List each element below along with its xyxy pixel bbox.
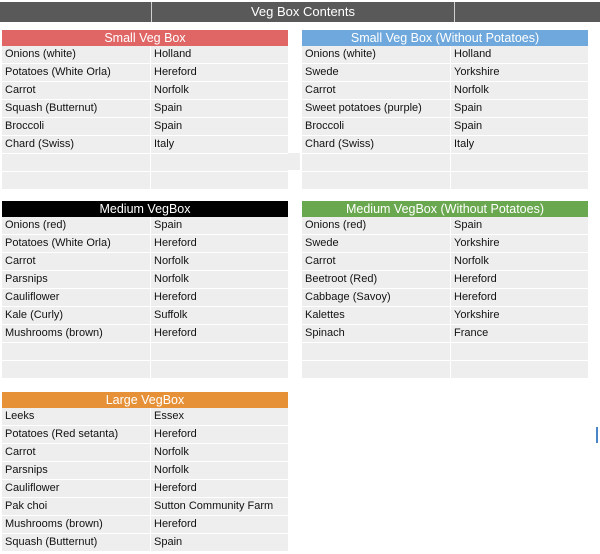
item-name-cell[interactable]: Potatoes (White Orla) [2,64,151,81]
item-origin-cell[interactable] [151,154,288,171]
medium-veg-box-no-potatoes-header[interactable]: Medium VegBox (Without Potatoes) [302,201,588,217]
table-row [2,46,288,64]
table-row [302,154,588,172]
table-row [2,444,288,462]
table-row [2,118,288,136]
item-name-cell[interactable] [2,172,151,189]
table-row [2,64,288,82]
item-name-cell[interactable] [2,361,151,378]
table-row [2,516,288,534]
table-row [302,100,588,118]
item-name-cell[interactable]: Potatoes (Red setanta) [2,426,151,443]
item-origin-cell[interactable]: Spain [451,217,588,234]
item-origin-cell[interactable] [151,172,288,189]
item-name-cell[interactable]: Spinach [302,325,451,342]
item-origin-cell[interactable] [151,361,288,378]
table-row [2,426,288,444]
table-row [302,82,588,100]
item-name-cell[interactable] [302,343,451,360]
item-name-cell[interactable]: Parsnips [2,271,151,288]
item-name-cell[interactable]: Onions (white) [2,46,151,63]
small-veg-box-no-potatoes-header[interactable]: Small Veg Box (Without Potatoes) [302,30,588,46]
item-origin-cell[interactable]: Essex [151,408,288,425]
item-name-cell[interactable]: Chard (Swiss) [302,136,451,153]
item-origin-cell[interactable]: Hereford [151,235,288,252]
page-title[interactable]: Veg Box Contents [250,4,356,19]
table-row [302,118,588,136]
table-row [2,408,288,426]
item-origin-cell[interactable]: Holland [151,46,288,63]
table-row [2,480,288,498]
item-origin-cell[interactable]: Norfolk [151,271,288,288]
small-veg-box-header[interactable]: Small Veg Box [2,30,288,46]
table-row [2,100,288,118]
table-row [302,289,588,307]
table-row [302,343,588,361]
item-name-cell[interactable]: Mushrooms (brown) [2,325,151,342]
item-name-cell[interactable]: Carrot [2,444,151,461]
item-origin-cell[interactable]: Norfolk [451,253,588,270]
item-origin-cell[interactable]: Norfolk [151,444,288,461]
table-row [2,361,288,379]
item-name-cell[interactable] [2,343,151,360]
item-origin-cell[interactable]: Holland [451,46,588,63]
item-name-cell[interactable]: Chard (Swiss) [2,136,151,153]
item-origin-cell[interactable]: Spain [151,217,288,234]
item-origin-cell[interactable]: Sutton Community Farm [151,498,288,515]
item-origin-cell[interactable]: Norfolk [151,462,288,479]
item-origin-cell[interactable]: Hereford [151,325,288,342]
item-name-cell[interactable]: Carrot [2,253,151,270]
table-row [302,253,588,271]
small-veg-box-table [2,30,288,190]
item-origin-cell[interactable] [451,172,588,189]
table-row [2,498,288,516]
item-name-cell[interactable] [302,154,451,171]
table-row [2,136,288,154]
item-name-cell[interactable]: Leeks [2,408,151,425]
table-row [302,64,588,82]
item-origin-cell[interactable]: France [451,325,588,342]
table-row [302,325,588,343]
selection-handle[interactable] [596,427,599,443]
item-name-cell[interactable]: Pak choi [2,498,151,515]
large-veg-box-header[interactable]: Large VegBox [2,392,288,408]
item-origin-cell[interactable]: Hereford [451,271,588,288]
item-origin-cell[interactable]: Yorkshire [451,235,588,252]
item-origin-cell[interactable]: Norfolk [151,253,288,270]
item-name-cell[interactable] [302,172,451,189]
item-origin-cell[interactable]: Italy [151,136,288,153]
item-origin-cell[interactable]: Hereford [451,289,588,306]
item-origin-cell[interactable]: Hereford [151,516,288,533]
item-name-cell[interactable]: Potatoes (White Orla) [2,235,151,252]
item-name-cell[interactable]: Cauliflower [2,480,151,497]
table-row [2,534,288,552]
table-row [2,325,288,343]
medium-veg-box-table [2,201,288,379]
table-row [2,235,288,253]
item-origin-cell[interactable] [151,343,288,360]
item-origin-cell[interactable]: Hereford [151,289,288,306]
large-veg-box-table [2,392,288,552]
item-name-cell[interactable]: Carrot [302,82,451,99]
table-row [302,361,588,379]
table-row [2,271,288,289]
item-name-cell[interactable]: Beetroot (Red) [302,271,451,288]
item-origin-cell[interactable]: Hereford [151,64,288,81]
item-name-cell[interactable] [302,361,451,378]
item-name-cell[interactable]: Broccoli [302,118,451,135]
item-origin-cell[interactable]: Spain [451,100,588,117]
item-origin-cell[interactable]: Suffolk [151,307,288,324]
item-name-cell[interactable]: Mushrooms (brown) [2,516,151,533]
item-name-cell[interactable]: Kale (Curly) [2,307,151,324]
table-row [2,462,288,480]
table-row [302,172,588,190]
item-name-cell[interactable]: Carrot [302,253,451,270]
item-name-cell[interactable]: Cauliflower [2,289,151,306]
item-name-cell[interactable]: Squash (Butternut) [2,534,151,551]
item-origin-cell[interactable]: Norfolk [151,82,288,99]
table-row [302,235,588,253]
item-name-cell[interactable]: Onions (white) [302,46,451,63]
title-bar-cell[interactable] [0,2,152,22]
table-row [302,217,588,235]
table-row [2,343,288,361]
table-row [2,217,288,235]
item-origin-cell[interactable] [451,343,588,360]
item-origin-cell[interactable]: Yorkshire [451,64,588,81]
item-origin-cell[interactable] [451,154,588,171]
empty-cell[interactable] [288,153,300,170]
table-row [302,271,588,289]
item-name-cell[interactable]: Squash (Butternut) [2,100,151,117]
item-origin-cell[interactable]: Spain [451,118,588,135]
item-name-cell[interactable]: Onions (red) [302,217,451,234]
item-name-cell[interactable]: Broccoli [2,118,151,135]
table-row [302,307,588,325]
medium-veg-box-header[interactable]: Medium VegBox [2,201,288,217]
item-name-cell[interactable]: Sweet potatoes (purple) [302,100,451,117]
item-origin-cell[interactable]: Spain [151,118,288,135]
item-name-cell[interactable]: Swede [302,64,451,81]
item-origin-cell[interactable]: Spain [151,100,288,117]
table-row [2,172,288,190]
item-name-cell[interactable]: Onions (red) [2,217,151,234]
item-origin-cell[interactable]: Hereford [151,426,288,443]
item-name-cell[interactable]: Carrot [2,82,151,99]
item-origin-cell[interactable]: Norfolk [451,82,588,99]
item-origin-cell[interactable]: Spain [151,534,288,551]
small-veg-box-no-potatoes-table [302,30,588,190]
table-row [2,289,288,307]
item-origin-cell[interactable]: Hereford [151,480,288,497]
item-name-cell[interactable]: Kalettes [302,307,451,324]
title-bar-cell[interactable] [454,2,600,22]
item-origin-cell[interactable]: Italy [451,136,588,153]
item-name-cell[interactable]: Cabbage (Savoy) [302,289,451,306]
table-row [302,46,588,64]
table-row [2,253,288,271]
table-row [2,82,288,100]
item-name-cell[interactable] [2,154,151,171]
item-name-cell[interactable]: Parsnips [2,462,151,479]
table-row [302,136,588,154]
item-origin-cell[interactable] [451,361,588,378]
sheet-title-bar [0,2,600,22]
medium-veg-box-no-potatoes-table [302,201,588,379]
table-row [2,307,288,325]
item-origin-cell[interactable]: Yorkshire [451,307,588,324]
item-name-cell[interactable]: Swede [302,235,451,252]
table-row [2,154,288,172]
